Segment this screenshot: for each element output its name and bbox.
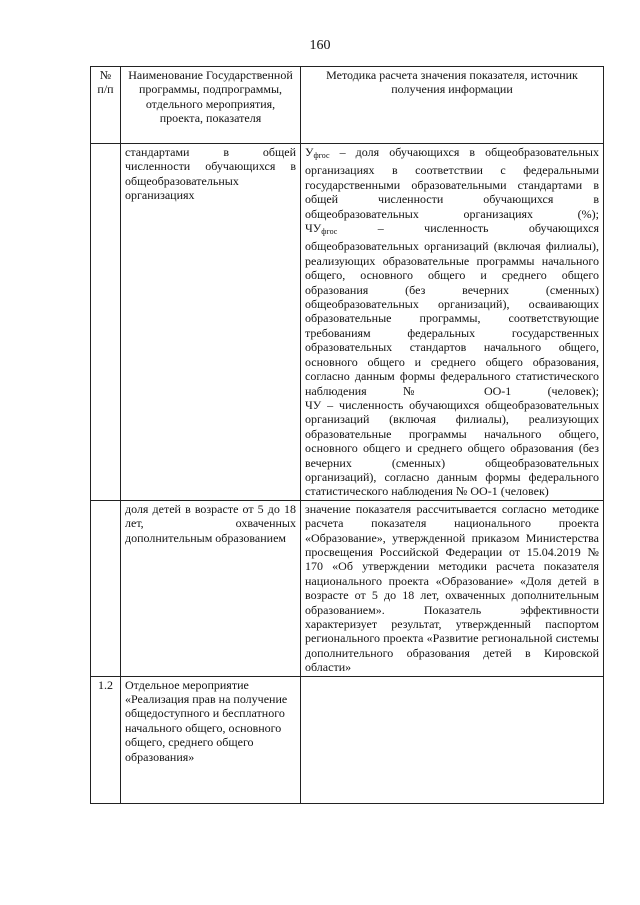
formula-subscript: фгос xyxy=(313,151,330,160)
formula-symbol: У xyxy=(305,145,314,159)
formula-subscript: фгос xyxy=(321,227,338,237)
method-paragraph xyxy=(305,145,599,221)
header-name: Наименование Государственной программы, подпрограммы, отдельного мероприятия, проекта, показателя xyxy=(121,67,301,144)
row-name: доля детей в возрасте от 5 до 18 лет, охваченных дополнительным образованием xyxy=(121,500,301,676)
row-name: Отдельное мероприятие «Реализация прав на получение общедоступного и бесплатного начального общего, основного общего, среднего общего образования» xyxy=(121,676,301,803)
method-text: – численность обучающихся общеобразовательных организаций (включая филиалы), реализующих образовательные программы начального общего, основного общего и среднего общего образования (без вечерних (сменных) общеобразовательных организаций), осваивающих образовательные программы, соответствующие требованиям федеральных государственных образовательных стандартов начального общего, основного общего и среднего общего образования, согласно данным формы федерального статистического наблюдения № ОО-1 (человек); xyxy=(305,221,599,398)
table-header-row xyxy=(91,67,604,144)
header-method: Методика расчета значения показателя, источник получения информации xyxy=(301,67,604,144)
row-num: 1.2 xyxy=(91,676,121,803)
table-row xyxy=(91,500,604,676)
methodology-table xyxy=(90,66,604,804)
formula-symbol: ЧУ xyxy=(305,221,322,236)
row-method xyxy=(301,144,604,501)
table-row xyxy=(91,144,604,501)
row-name: стандартами в общей численности обучающихся в общеобразовательных организациях xyxy=(121,144,301,501)
page-number: 160 xyxy=(309,38,331,53)
row-num xyxy=(91,144,121,501)
header-num: № п/п xyxy=(91,67,121,144)
method-paragraph: ЧУ – численность обучающихся общеобразовательных организаций (включая филиалы), реализующих образовательные программы начального общего, основного общего и среднего общего образования (без вечерних (сменных) общеобразовательных организаций), согласно данным формы федерального статистического наблюдения № ОО-1 (человек) xyxy=(305,397,599,499)
method-paragraph xyxy=(305,221,599,398)
row-method xyxy=(301,676,604,803)
row-method: значение показателя рассчитывается согласно методике расчета показателя национального проекта «Образование», утвержденной приказом Министерства просвещения Российской Федерации от 15.04.2019 № 170 «Об утверждении методики расчета показателя национального проекта «Образование» «Доля детей в возрасте от 5 до 18 лет, охваченных дополнительным образованием». Показатель эффективности характеризует результат, утвержденный паспортом регионального проекта «Развитие региональной системы дополнительного образования детей в Кировской области» xyxy=(301,500,604,676)
method-text: – доля обучающихся в общеобразовательных организациях в соответствии с федеральными государственными образовательными стандартами в общей численности обучающихся в общеобразовательных организациях (%); xyxy=(305,145,599,221)
table-row xyxy=(91,676,604,803)
row-num xyxy=(91,500,121,676)
